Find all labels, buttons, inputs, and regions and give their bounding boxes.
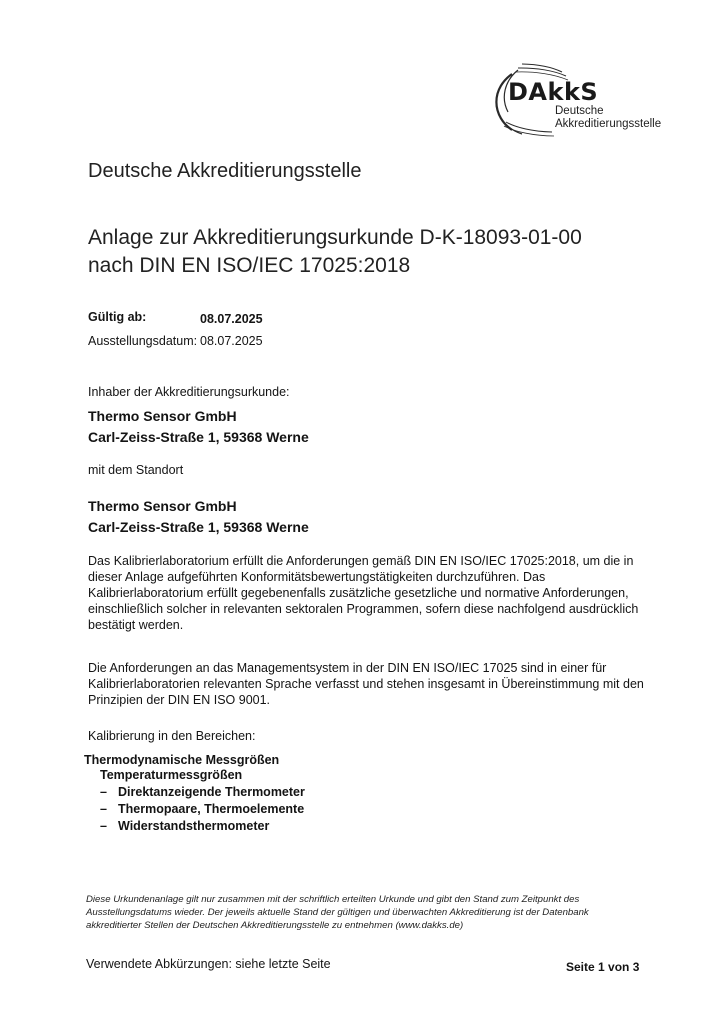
paragraph-line: Die Anforderungen an das Managementsystem in der DIN EN ISO/IEC 17025 sind in einer für [88,661,607,675]
document-title-line1: Anlage zur Akkreditierungsurkunde D-K-18093-01-00 [88,226,582,249]
scope-item: Widerstandsthermometer [118,819,270,833]
holder-address: Carl-Zeiss-Straße 1, 59368 Werne [88,429,309,445]
paragraph-line: Kalibrierlaboratorium erfüllt gegebenenfalls zusätzliche gesetzliche und normative Anforderungen, [88,586,629,600]
paragraph-line: bestätigt werden. [88,618,184,632]
scope-label: Kalibrierung in den Bereichen: [88,729,256,743]
scope-item: Thermopaare, Thermoelemente [118,802,305,816]
abbreviations-note: Verwendete Abkürzungen: siehe letzte Seite [86,957,331,971]
scope-bullet: – [100,802,107,816]
footnote [86,893,646,932]
paragraph-line: dieser Anlage aufgeführten Konformitätsbewertungstätigkeiten durchzuführen. Das [88,570,546,584]
scope-item: Direktanzeigende Thermometer [118,785,305,799]
dakks-logo-brand: DAkkS [508,78,599,106]
footnote-line: akkreditierter Stellen der Deutschen Akkreditierungsstelle zu entnehmen (www.dakks.de) [86,920,464,931]
page-indicator: Seite 1 von 3 [566,960,640,974]
document-title-line2: nach DIN EN ISO/IEC 17025:2018 [88,254,411,277]
paragraph-line: einschließlich solcher in relevanten sektoralen Programmen, sofern diese nachfolgend ausdrücklich [88,602,639,616]
scope-bullet: – [100,785,107,799]
holder-name: Thermo Sensor GmbH [88,408,237,424]
footnote-line: Diese Urkundenanlage gilt nur zusammen mit der schriftlich erteilten Urkunde und gibt den Stand zum Zeitpunkt des [86,894,580,905]
valid-from-label: Gültig ab: [88,310,147,324]
paragraph-line: Kalibrierlaboratorien relevanten Sprache verfasst und stehen insgesamt in Übereinstimmung mit den [88,677,644,691]
issue-date-label: Ausstellungsdatum: [88,334,198,348]
footnote-line: Ausstellungsdatums wieder. Der jeweils aktuelle Stand der gültigen und überwachten Akkreditierung ist der Datenbank [86,907,589,918]
issue-date-value: 08.07.2025 [200,334,263,348]
site-address: Carl-Zeiss-Straße 1, 59368 Werne [88,519,309,535]
valid-from-value: 08.07.2025 [200,312,263,326]
scope-subcategory: Temperaturmessgrößen [100,768,243,782]
site-name: Thermo Sensor GmbH [88,498,237,514]
paragraph-line: Prinzipien der DIN EN ISO 9001. [88,693,271,707]
dakks-logo-line2: Akkreditierungsstelle [555,118,662,130]
management-system-paragraph [88,660,648,708]
dakks-logo [482,52,672,142]
conformity-paragraph [88,553,648,633]
scope-category: Thermodynamische Messgrößen [84,753,280,767]
scope-bullet: – [100,819,107,833]
page-heading: Deutsche Akkreditierungsstelle [88,160,362,182]
paragraph-line: Das Kalibrierlaboratorium erfüllt die Anforderungen gemäß DIN EN ISO/IEC 17025:2018, um die in [88,554,634,568]
holder-label: Inhaber der Akkreditierungsurkunde: [88,385,290,399]
site-label: mit dem Standort [88,463,184,477]
dakks-logo-line1: Deutsche [555,105,604,117]
